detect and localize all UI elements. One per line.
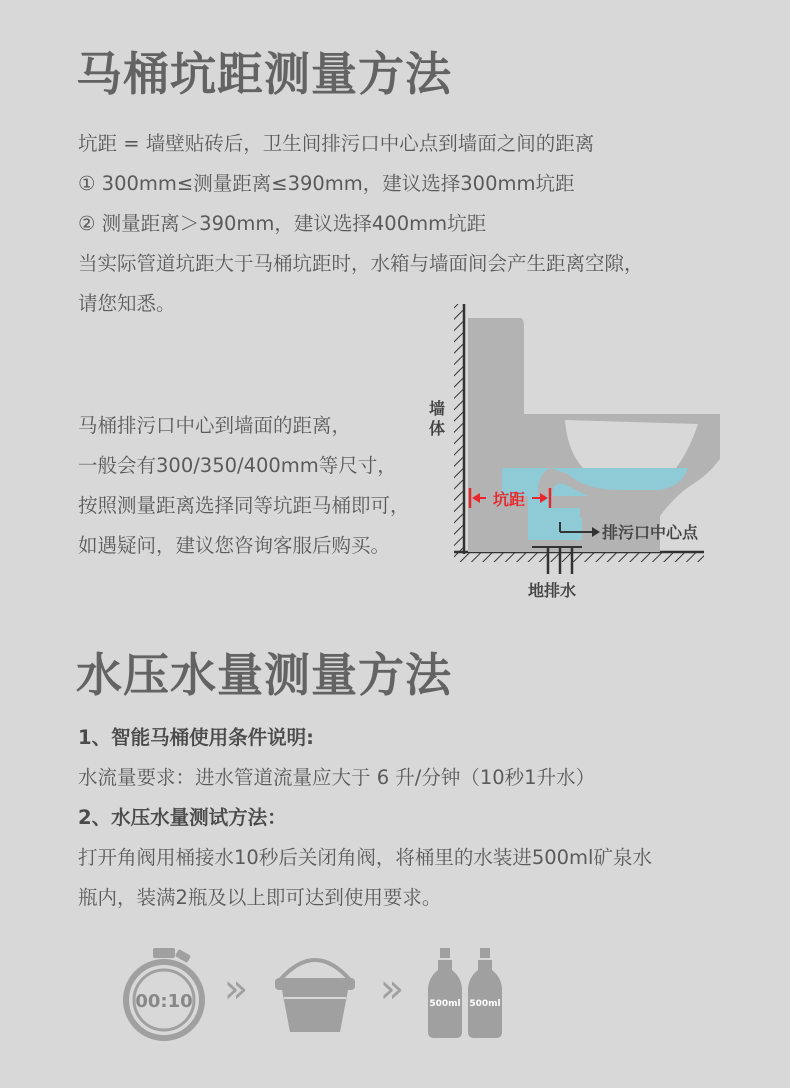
pit-definition: 坑距 = 墙壁贴砖后，卫生间排污口中心点到墙面之间的距离 xyxy=(78,132,595,155)
range-rule-1: ① 300mm≤测量距离≤390mm，建议选择300mm坑距 xyxy=(78,172,575,195)
toilet-tank xyxy=(468,318,524,416)
gap-note-end: 请您知悉。 xyxy=(78,292,176,315)
bottle-label-2: 500ml xyxy=(469,999,501,1009)
toilet-pit-diagram xyxy=(420,296,720,606)
wall-label-1: 墙 xyxy=(428,399,446,418)
test-method-line-2: 瓶内，装满2瓶及以上即可达到使用要求。 xyxy=(78,886,442,909)
desc-line-4: 如遇疑问，建议您咨询客服后购买。 xyxy=(78,534,391,557)
bucket-icon xyxy=(275,960,355,1032)
bottle-icon-1 xyxy=(428,948,462,1038)
floor-hatch xyxy=(454,552,704,562)
test-steps-icons xyxy=(120,940,520,1050)
test-method-heading: 2、水压水量测试方法： xyxy=(78,806,287,829)
wall-label-2: 体 xyxy=(428,419,446,438)
section-title-pit-distance: 马桶坑距测量方法 xyxy=(76,47,452,101)
drain-outlet-water xyxy=(552,518,582,540)
desc-line-2: 一般会有300/350/400mm等尺寸， xyxy=(78,454,397,477)
condition-heading: 1、智能马桶使用条件说明: xyxy=(78,726,314,749)
range-rule-2: ② 测量距离＞390mm，建议选择400mm坑距 xyxy=(78,212,487,235)
bottle-label-1: 500ml xyxy=(429,999,461,1009)
bottle-icon-2 xyxy=(468,948,502,1038)
stopwatch-icon xyxy=(126,948,202,1038)
section-title-water-pressure: 水压水量测量方法 xyxy=(76,648,452,702)
arrow-icon-1: » xyxy=(223,966,249,1012)
test-method-line-1: 打开角阀用桶接水10秒后关闭角阀，将桶里的水装进500ml矿泉水 xyxy=(78,846,652,869)
flow-requirement: 水流量要求：进水管道流量应大于 6 升/分钟（10秒1升水） xyxy=(78,766,596,789)
pit-label: 坑距 xyxy=(492,490,526,509)
floor-drain-label: 地排水 xyxy=(527,581,577,600)
desc-line-1: 马桶排污口中心到墙面的距离， xyxy=(78,414,352,437)
arrow-icon-2: » xyxy=(379,966,405,1012)
wall-hatch xyxy=(454,304,464,554)
outlet-label: 排污口中心点 xyxy=(602,523,699,542)
desc-line-3: 按照测量距离选择同等坑距马桶即可， xyxy=(78,494,410,517)
gap-note: 当实际管道坑距大于马桶坑距时，水箱与墙面间会产生距离空隙， xyxy=(78,252,644,275)
timer-text: 00:10 xyxy=(135,991,193,1012)
